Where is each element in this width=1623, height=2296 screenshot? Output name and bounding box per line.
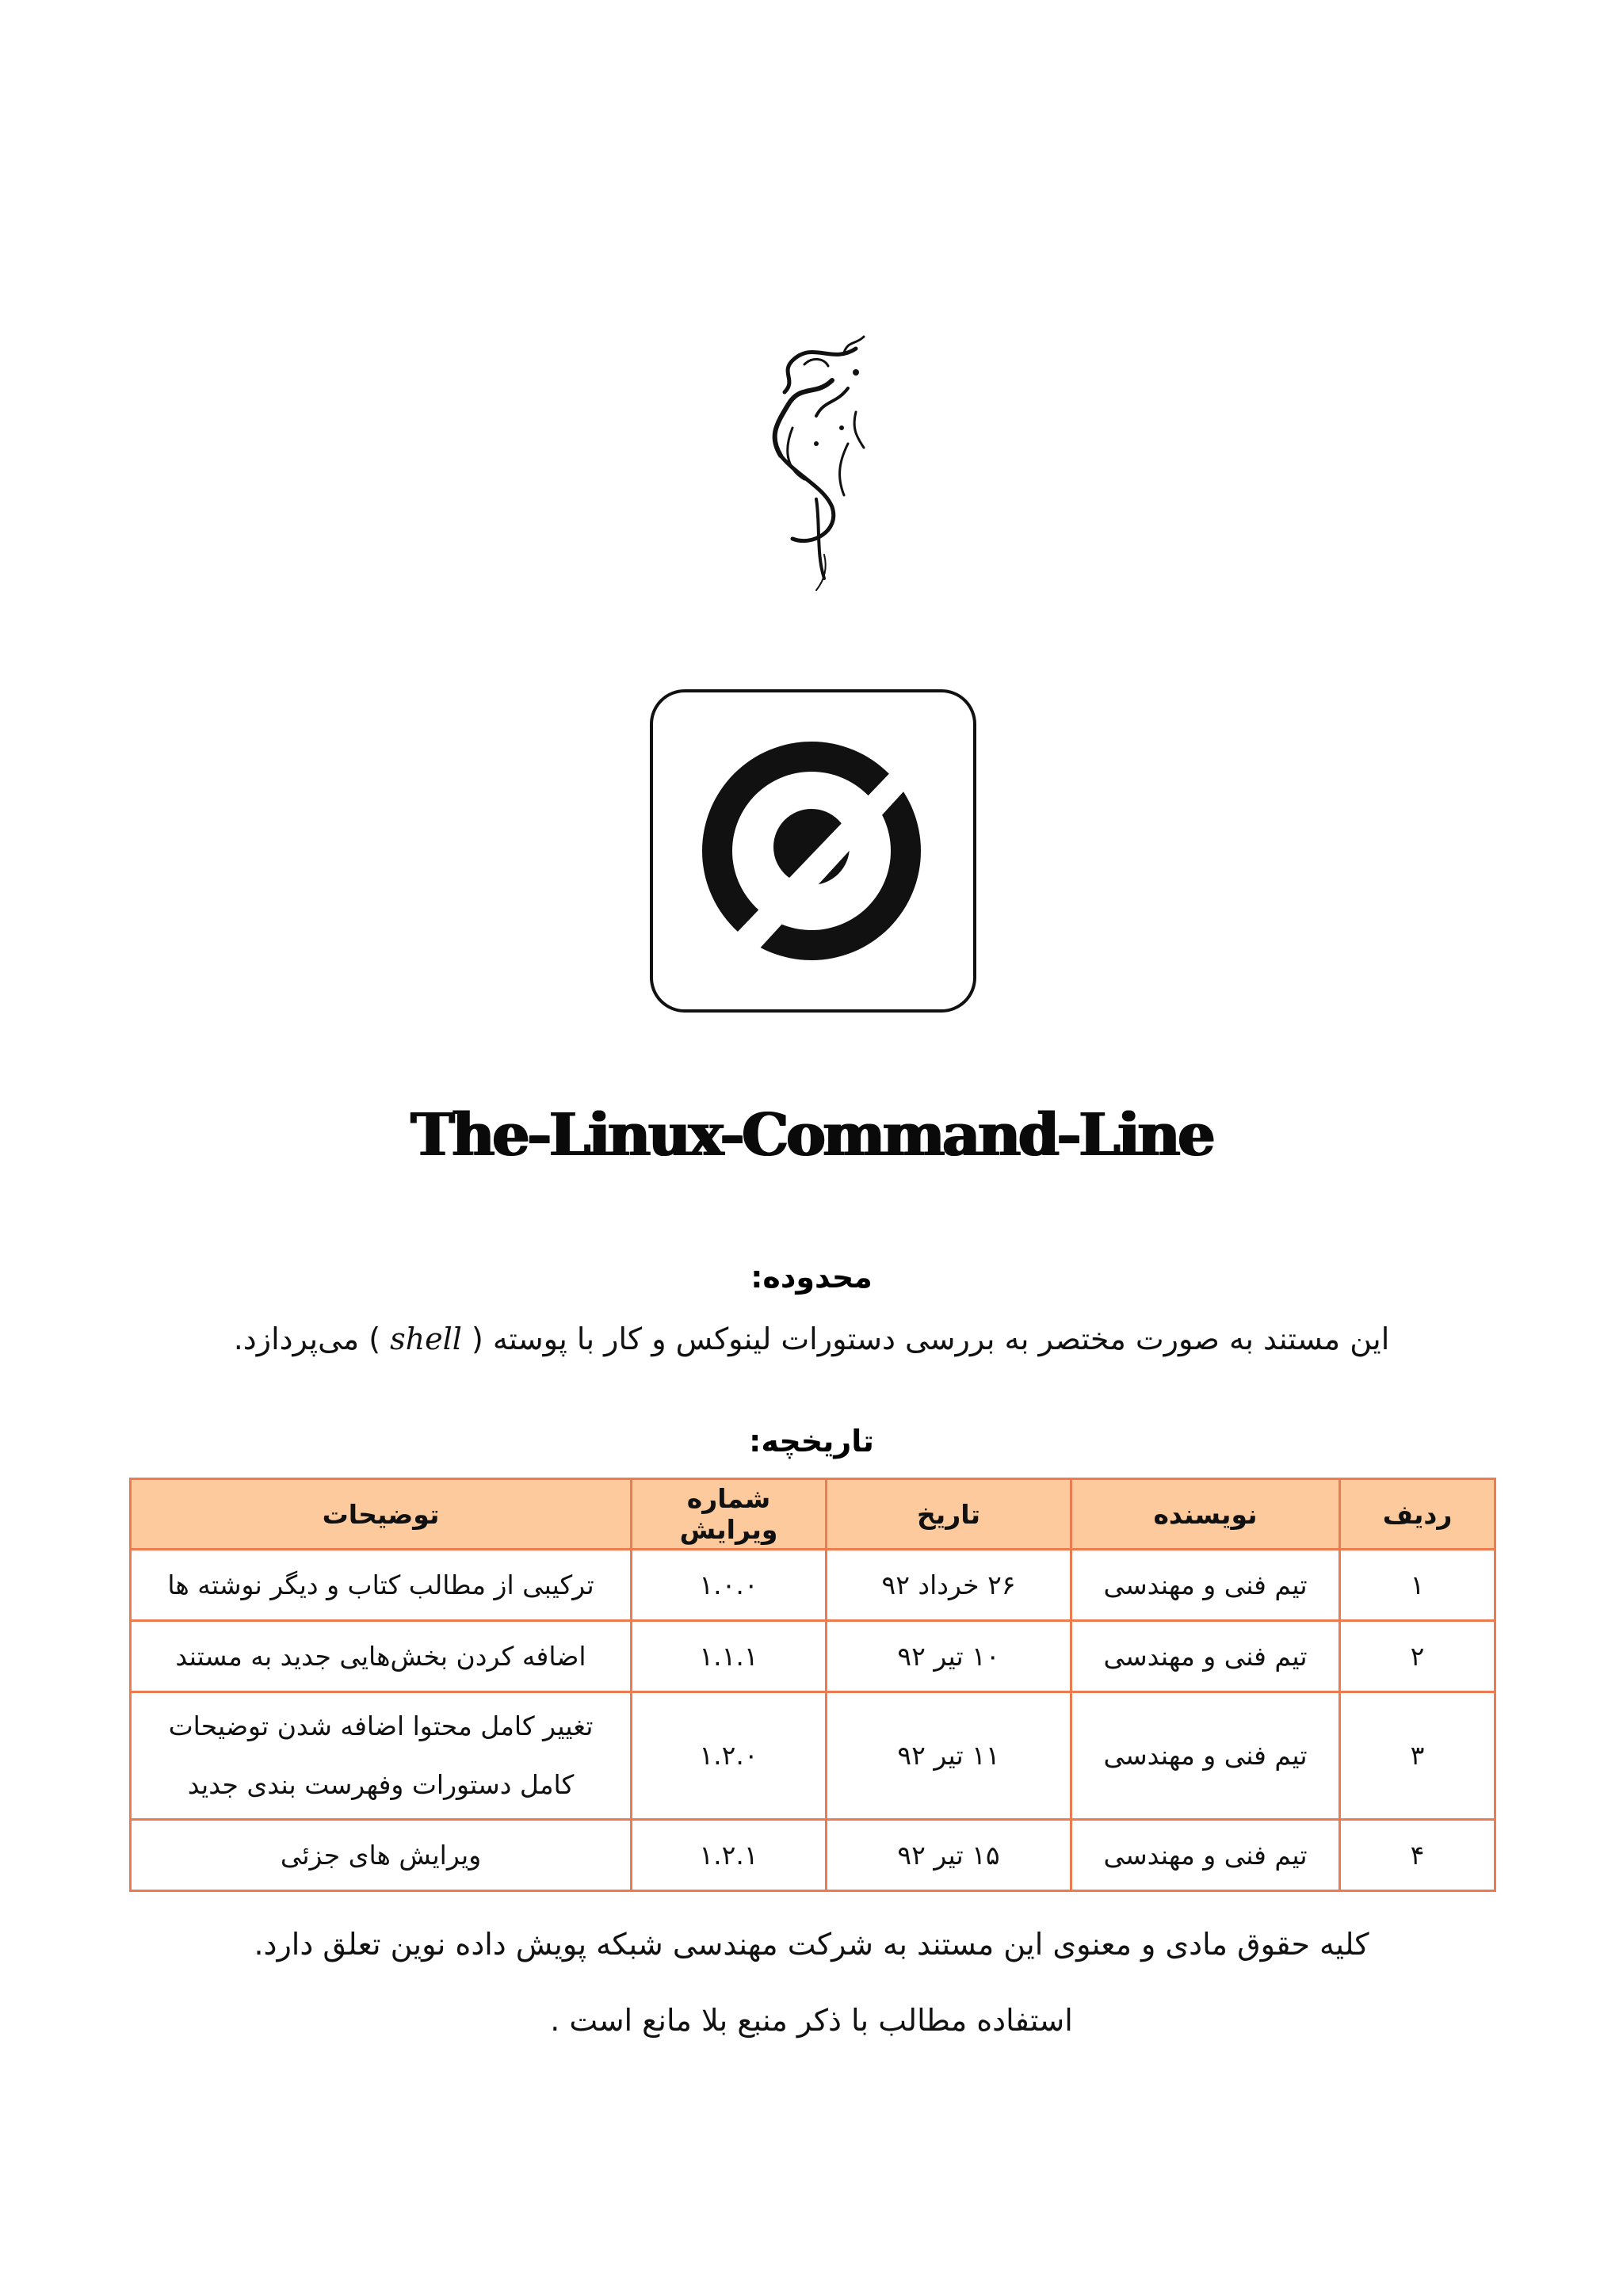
column-header-index: ردیف bbox=[1340, 1479, 1495, 1550]
company-logo-icon bbox=[653, 692, 973, 1009]
row-version: ۱.۱.۱ bbox=[632, 1621, 827, 1692]
table-row bbox=[131, 1692, 1495, 1820]
column-header-date: تاریخ bbox=[827, 1479, 1071, 1550]
row-version: ۱.۲.۱ bbox=[632, 1820, 827, 1891]
row-date: ۱۰ تیر ۹۲ bbox=[827, 1621, 1071, 1692]
copyright-notice: کلیه حقوق مادی و معنوی این مستند به شرکت مهندسی شبکه پویش داده نوین تعلق دارد. bbox=[254, 1927, 1369, 1962]
row-date: ۱۵ تیر ۹۲ bbox=[827, 1820, 1071, 1891]
row-author: تیم فنی و مهندسی bbox=[1071, 1820, 1340, 1891]
scope-text-after: ) می‌پردازد. bbox=[233, 1322, 381, 1356]
history-heading: تاریخچه: bbox=[749, 1424, 874, 1459]
column-header-author: نویسنده bbox=[1071, 1479, 1340, 1550]
column-header-description: توضیحات bbox=[131, 1479, 632, 1550]
table-row bbox=[131, 1820, 1495, 1891]
row-date: ۱۱ تیر ۹۲ bbox=[827, 1692, 1071, 1820]
row-date: ۲۶ خرداد ۹۲ bbox=[827, 1550, 1071, 1621]
row-index: ۱ bbox=[1340, 1550, 1495, 1621]
row-index: ۴ bbox=[1340, 1820, 1495, 1891]
history-table-header bbox=[131, 1479, 1495, 1550]
scope-heading: محدوده: bbox=[750, 1260, 873, 1295]
document-title: The-Linux-Command-Line bbox=[410, 1101, 1213, 1169]
row-description: تغییر کامل محتوا اضافه شدن توضیحات کامل دستورات وفهرست بندی جدید bbox=[131, 1692, 632, 1820]
row-version: ۱.۲.۰ bbox=[632, 1692, 827, 1820]
row-version: ۱.۰.۰ bbox=[632, 1550, 827, 1621]
row-description: ترکیبی از مطالب کتاب و دیگر نوشته ها bbox=[131, 1550, 632, 1621]
shell-term: shell bbox=[390, 1322, 462, 1356]
scope-text-before: این مستند به صورت مختصر به بررسی دستورات لینوکس و کار با پوسته ( bbox=[472, 1322, 1390, 1356]
row-author: تیم فنی و مهندسی bbox=[1071, 1550, 1340, 1621]
column-header-version: شماره ویرایش bbox=[632, 1479, 827, 1550]
company-logo bbox=[650, 689, 976, 1013]
row-author: تیم فنی و مهندسی bbox=[1071, 1692, 1340, 1820]
table-row bbox=[131, 1621, 1495, 1692]
usage-notice: استفاده مطالب با ذکر منبع بلا مانع است . bbox=[550, 2003, 1073, 2038]
row-description: ویرایش های جزئی bbox=[131, 1820, 632, 1891]
scope-text bbox=[0, 1322, 1623, 1356]
row-index: ۳ bbox=[1340, 1692, 1495, 1820]
row-author: تیم فنی و مهندسی bbox=[1071, 1621, 1340, 1692]
basmala-calligraphy bbox=[737, 317, 896, 594]
row-description: اضافه کردن بخش‌هایی جدید به مستند bbox=[131, 1621, 632, 1692]
history-table bbox=[129, 1478, 1496, 1892]
row-index: ۲ bbox=[1340, 1621, 1495, 1692]
table-row bbox=[131, 1550, 1495, 1621]
